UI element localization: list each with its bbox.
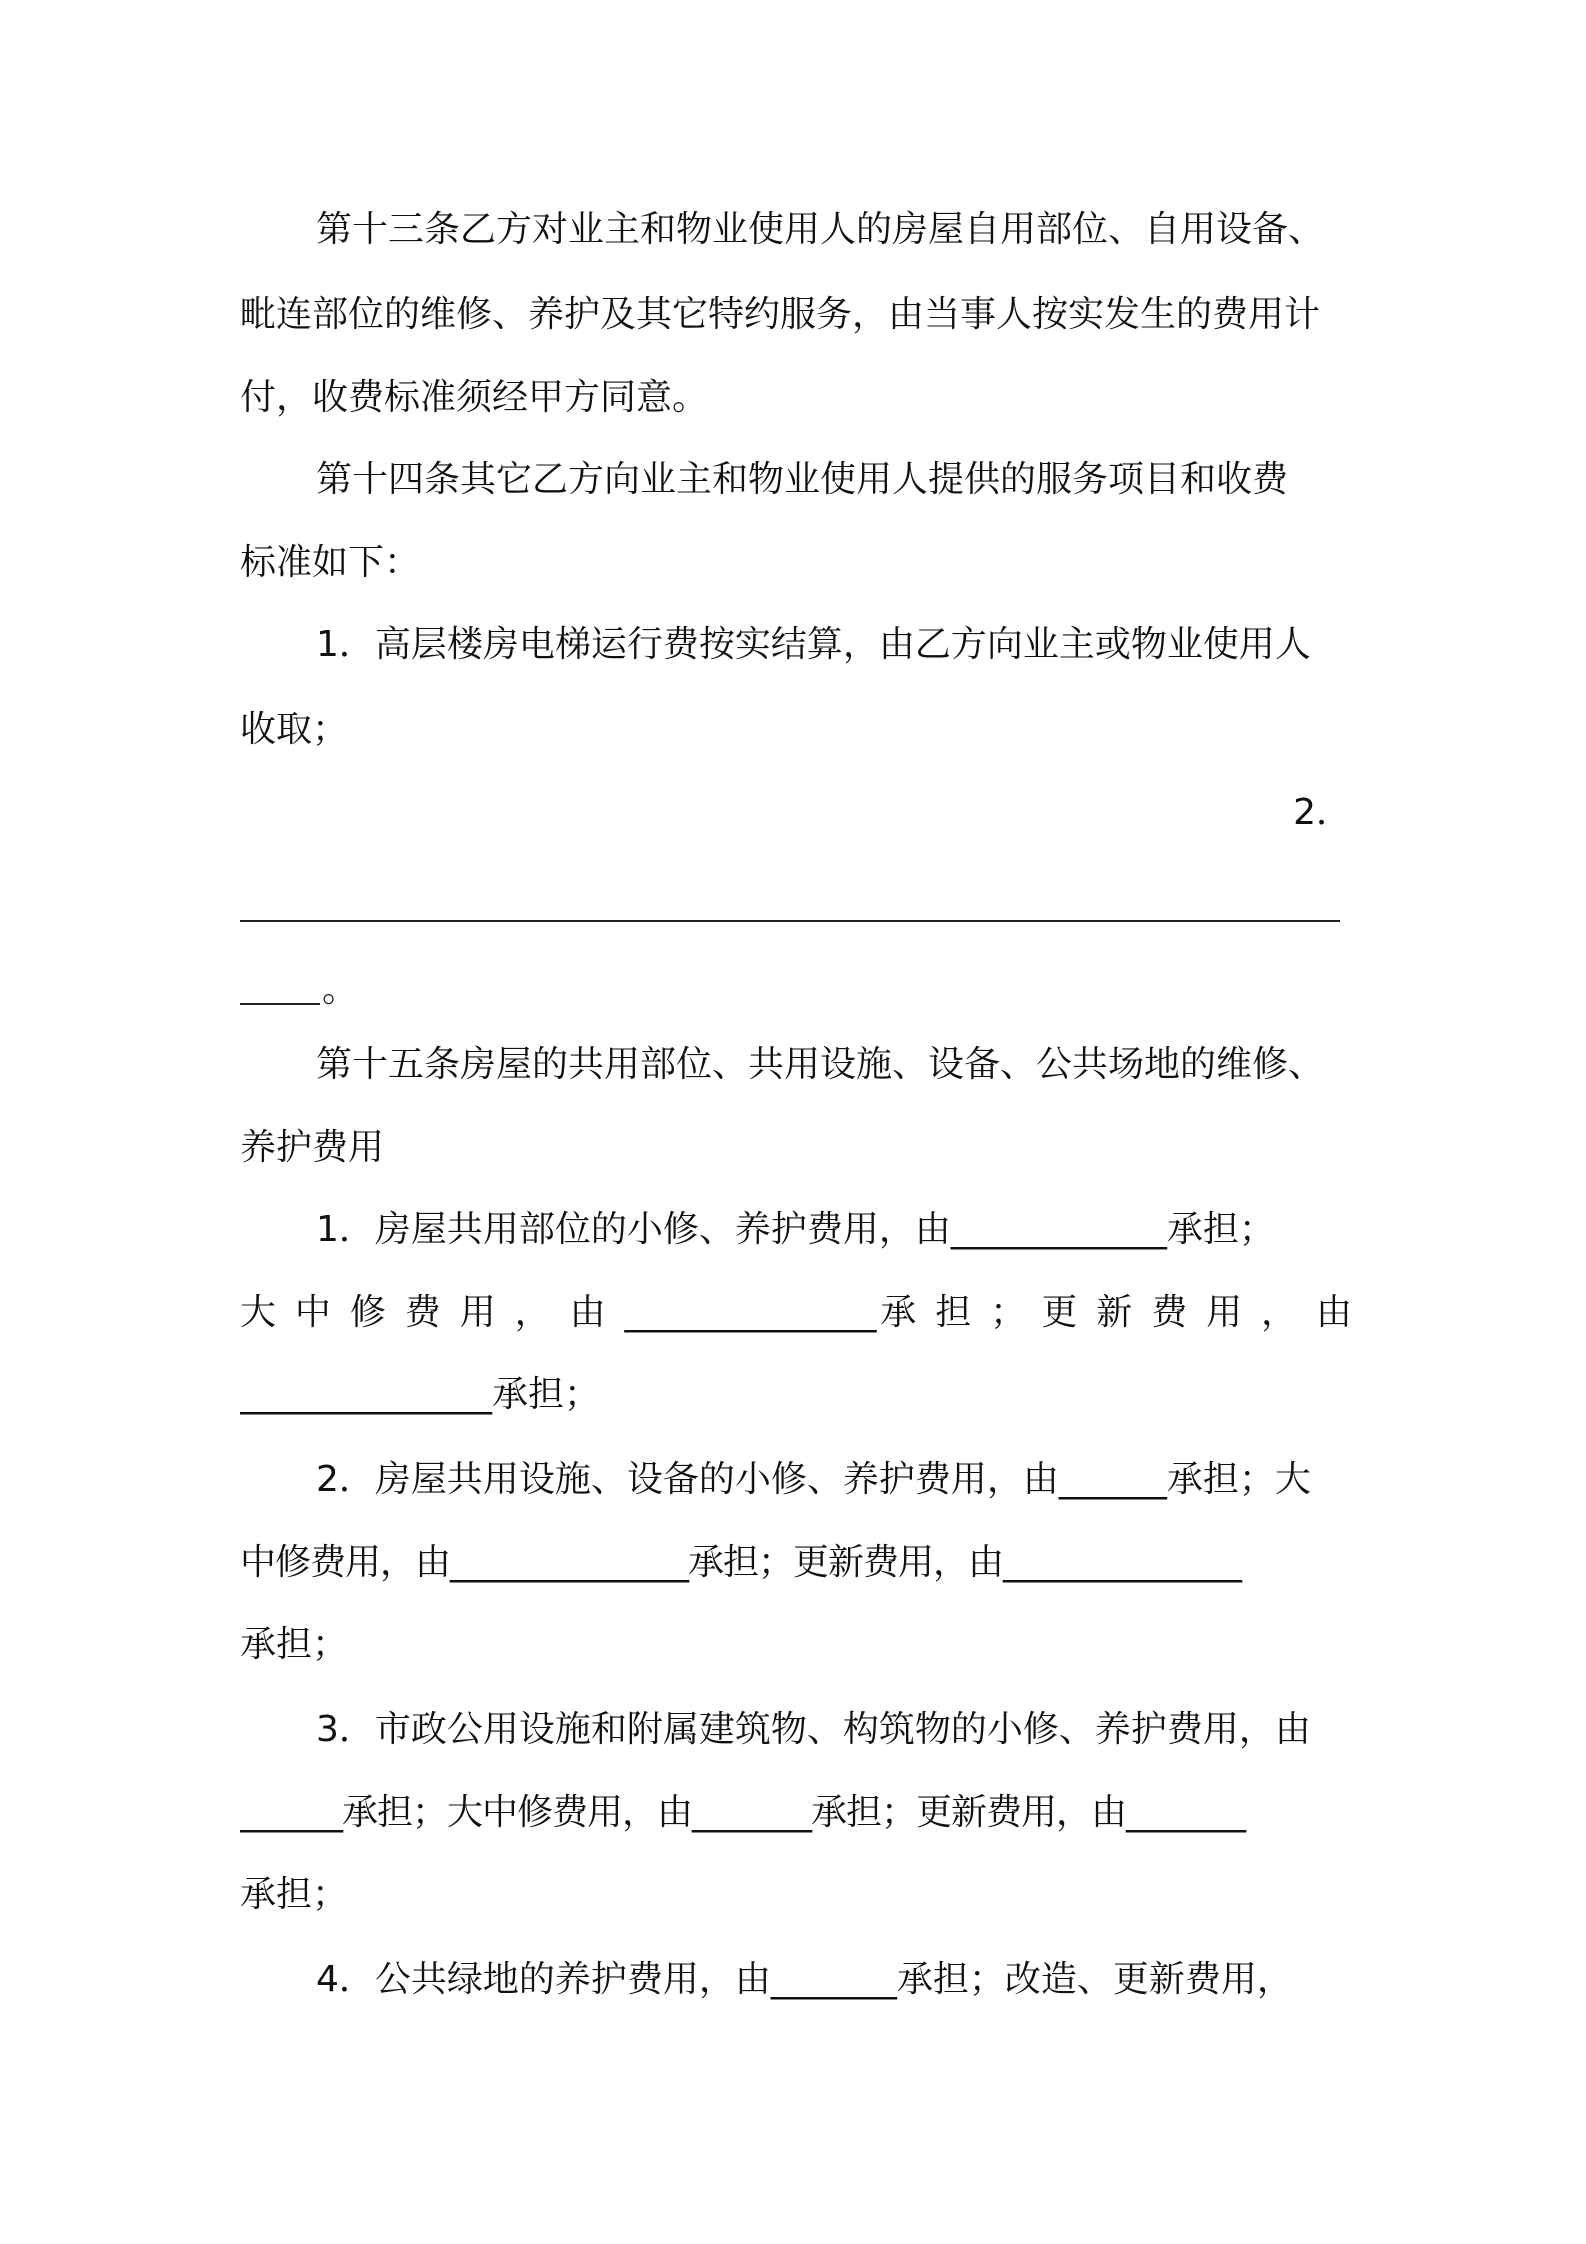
article-15-item-3-line-1: 3．市政公用设施和附属建筑物、构筑物的小修、养护费用，由 <box>316 1709 1311 1750</box>
article-14-item-1-line-2: 收取； <box>240 709 349 750</box>
article-13-line-3: 付，收费标准须经甲方同意。 <box>240 377 709 418</box>
article-14-line-1: 第十四条其它乙方向业主和物业使用人提供的服务项目和收费 <box>316 459 1289 500</box>
article-15-item-4-line-1: 4．公共绿地的养护费用，由_______承担；改造、更新费用， <box>316 1959 1293 2000</box>
article-15-item-1-line-2: 大 中 修 费 用 ， 由 ______________承 担 ； 更 新 费 用 ， 由 <box>240 1292 1352 1333</box>
article-14-line-2: 标准如下： <box>240 542 421 583</box>
article-15-item-2-line-1: 2．房屋共用设施、设备的小修、养护费用，由______承担；大 <box>316 1459 1311 1500</box>
article-15-item-1-line-1: 1．房屋共用部位的小修、养护费用，由____________承担； <box>316 1209 1275 1250</box>
article-14-item-2-number: 2． <box>1293 792 1352 833</box>
article-13-line-2: 毗连部位的维修、养护及其它特约服务，由当事人按实发生的费用计 <box>240 294 1321 335</box>
article-15-item-2-line-2: 中修费用，由______________承担；更新费用，由______________ <box>240 1542 1242 1583</box>
article-15-line-1: 第十五条房屋的共用部位、共用设施、设备、公共场地的维修、 <box>316 1044 1325 1085</box>
blank-fill-short-line <box>240 1003 320 1005</box>
article-15-line-2: 养护费用 <box>240 1127 385 1168</box>
article-15-item-3-line-3: 承担； <box>240 1874 349 1915</box>
blank-fill-line <box>240 920 1340 922</box>
article-15-item-3-line-2: ______承担；大中修费用，由_______承担；更新费用，由_______ <box>240 1792 1246 1833</box>
article-14-item-1-line-1: 1．高层楼房电梯运行费按实结算，由乙方向业主或物业使用人 <box>316 624 1311 665</box>
blank-fill-end-mark: 。 <box>322 969 359 1010</box>
article-13-line-1: 第十三条乙方对业主和物业使用人的房屋自用部位、自用设备、 <box>316 209 1325 250</box>
article-15-item-2-line-3: 承担； <box>240 1624 349 1665</box>
article-15-item-1-line-3: ______________承担； <box>240 1374 601 1415</box>
